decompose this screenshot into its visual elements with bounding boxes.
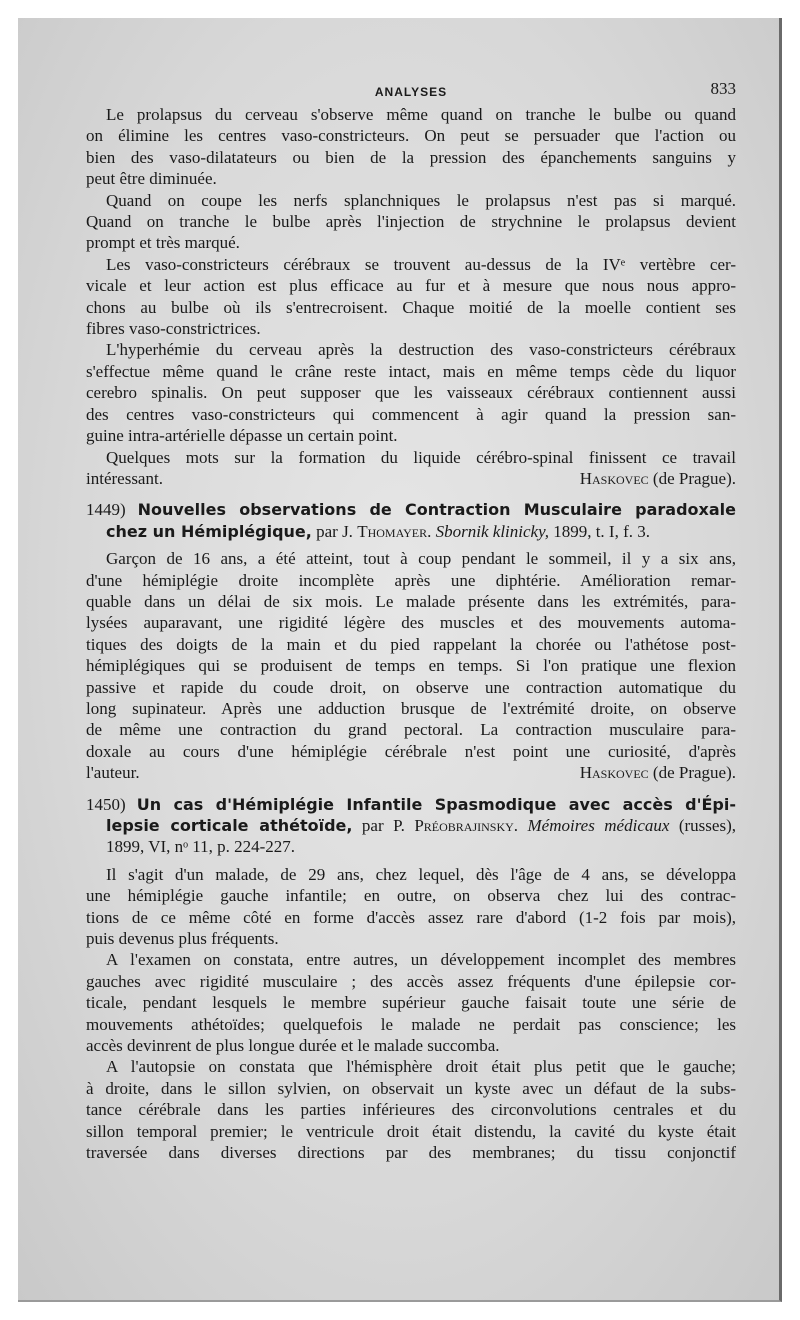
text-line: tions de ce même côté en forme d'accès assez rare d'abord (1-2 fois par mois), [86, 907, 736, 927]
intro-text [86, 104, 736, 489]
text-line: une hémiplégie gauche infantile; en outre, on observa chez lui des contrac- [86, 886, 736, 906]
page-content [86, 78, 736, 1164]
text-line: prompt et très marqué. [86, 233, 240, 253]
entry-by: par P. [361, 816, 405, 835]
text-line: quable dans un délai de six mois. Le malade présente dans les extrémités, para- [86, 591, 736, 611]
signature-line [86, 468, 736, 489]
running-header [86, 78, 736, 104]
text-line: accès devinrent de plus longue durée et le malade succomba. [86, 1036, 500, 1056]
text-line: à droite, dans le sillon sylvien, on observait un kyste avec un défaut de la subs- [86, 1078, 736, 1098]
text-line: Quand on coupe les nerfs splanchniques le prolapsus n'est pas si marqué. [106, 190, 736, 210]
entry-journal: Sbornik klinicky, [435, 521, 549, 541]
text-line: sillon temporal premier; le ventricule droit était distendu, la cavité du kyste était [86, 1121, 736, 1141]
text-line: long supinateur. Après une adduction brusque de l'extrémité droite, on observe [86, 698, 736, 718]
entry-author: Préobrajinsky. [414, 816, 519, 835]
text-line: l'auteur. [86, 763, 140, 783]
text-line: fibres vaso-constrictrices. [86, 319, 261, 339]
entry-heading-1450 [86, 794, 736, 858]
text-line: ticale, pendant lesquels le membre supérieur gauche faisait toute une série de [86, 993, 736, 1013]
text-line: d'une hémiplégie droite incomplète après une diphtérie. Amélioration remar- [86, 570, 736, 590]
entry-title-line [86, 794, 736, 815]
entry-title: Nouvelles observations de Contraction Musculaire paradoxale [137, 500, 736, 520]
page-number: 833 [710, 79, 736, 98]
entry-title-line [86, 521, 736, 542]
text-line: traversée dans diverses directions par des membranes; du tissu conjonctif [86, 1143, 736, 1163]
text-line: gauches avec rigidité musculaire ; des accès assez fréquents d'une épilepsie cor- [86, 971, 736, 991]
text-line: doxale au cours d'une hémiplégie cérébrale n'est point une curiosité, d'après [86, 741, 736, 761]
header-title: ANALYSES [374, 85, 448, 99]
entry-number: 1449) [86, 500, 126, 520]
entry-heading-1449 [86, 499, 736, 542]
entry-reference: 1899, VI, nᵒ 11, p. 224-227. [106, 837, 296, 857]
scanned-page [18, 18, 782, 1302]
entry-number: 1450) [86, 794, 126, 814]
text-line: Il s'agit d'un malade, de 29 ans, chez lequel, dès l'âge de 4 ans, se développa [106, 864, 736, 884]
signature [580, 762, 736, 783]
text-line: bien des vaso-dilatateurs ou bien de la pression des épanchements sanguins y [86, 147, 736, 167]
text-line: s'effectue même quand le crâne reste intact, mais en même temps cède du liquor [86, 361, 736, 381]
entry-body-1450 [86, 864, 736, 1164]
text-line: Quelques mots sur la formation du liquide cérébro-spinal finissent ce travail [106, 447, 736, 467]
text-line: cerebro spinalis. On peut supposer que les vaisseaux cérébraux contiennent aussi [86, 383, 736, 403]
text-line: Quand on tranche le bulbe après l'injection de strychnine le prolapsus devient [86, 212, 736, 232]
author-place: (de Prague). [652, 468, 736, 488]
entry-title-line [86, 499, 736, 520]
text-line: tiques des doigts de la main et du pied rappelant la chorée ou l'athétose post- [86, 634, 736, 654]
text-line: de même une contraction du grand pectoral. La contraction musculaire para- [86, 720, 736, 740]
text-line: hémiplégiques qui se produisent de temps en temps. Si l'on pratique une flexion [86, 656, 736, 676]
entry-title: Un cas d'Hémiplégie Infantile Spasmodique avec accès d'Épi- [136, 794, 736, 814]
entry-reference: 1899, t. I, f. 3. [553, 521, 650, 541]
entry-title-line [86, 815, 736, 836]
text-line: A l'autopsie on constata que l'hémisphère droit était plus petit que le gauche; [106, 1057, 736, 1077]
text-line: L'hyperhémie du cerveau après la destruction des vaso-constricteurs cérébraux [106, 340, 736, 360]
signature [580, 468, 736, 489]
author-name: Haskovec [579, 468, 649, 488]
text-line: mouvements athétoïdes; quelquefois le malade ne perdait pas conscience; les [86, 1014, 736, 1034]
text-line: Le prolapsus du cerveau s'observe même quand on tranche le bulbe ou quand [106, 105, 736, 124]
signature-line [86, 762, 736, 783]
text-line: vicale et leur action est plus efficace au fur et à mesure que nous nous appro- [86, 276, 736, 296]
text-line: tance cérébrale dans les parties inférieures des circonvolutions centrales et du [86, 1100, 736, 1120]
text-line: Garçon de 16 ans, a été atteint, tout à coup pendant le sommeil, il y a six ans, [106, 549, 736, 569]
text-line: A l'examen on constata, entre autres, un développement incomplet des membres [106, 950, 736, 970]
entry-journal: Mémoires médicaux [527, 816, 670, 835]
text-line: puis devenus plus fréquents. [86, 929, 279, 949]
text-line: passive et rapide du coude droit, on observe une contraction automatique du [86, 677, 736, 697]
text-line: des centres vaso-constricteurs qui commencent à agir quand la pression san- [86, 404, 736, 424]
text-line: chons au bulbe où ils s'entrecroisent. Chaque moitié de la moelle contient ses [86, 297, 736, 317]
text-line: peut être diminuée. [86, 169, 217, 189]
text-line: intéressant. [86, 468, 163, 488]
entry-author: Thomayer. [357, 521, 432, 541]
entry-title: chez un Hémiplégique, [106, 521, 312, 541]
text-line: Les vaso-constricteurs cérébraux se trouvent au-dessus de la IVᵉ vertèbre cer- [106, 254, 736, 274]
entry-title: lepsie corticale athétoïde, [106, 816, 353, 835]
author-name: Haskovec [579, 763, 649, 783]
entry-body-1449 [86, 548, 736, 783]
entry-by: par J. [316, 521, 353, 541]
text-line: lysées auparavant, une rigidité légère des muscles et des mouvements automa- [86, 613, 736, 633]
entry-journal-tail: (russes), [678, 816, 736, 835]
author-place: (de Prague). [652, 763, 736, 783]
text-line: on élimine les centres vaso-constricteurs. On peut se persuader que l'action ou [86, 126, 736, 146]
text-line: guine intra-artérielle dépasse un certain point. [86, 426, 398, 446]
